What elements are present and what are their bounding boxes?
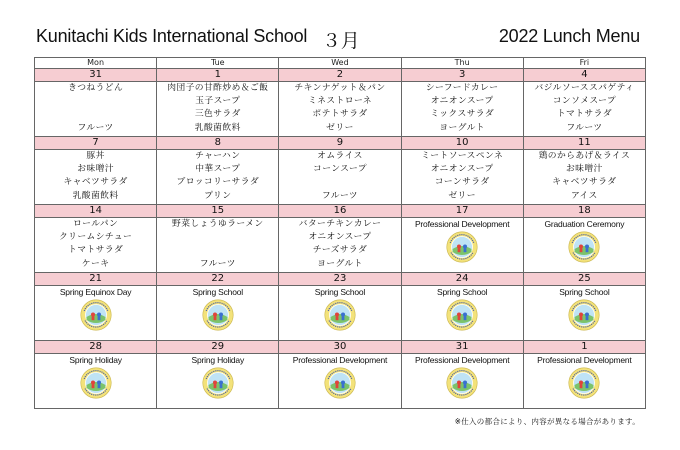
event-cell <box>401 286 523 341</box>
school-logo-icon <box>568 299 600 331</box>
date-cell: 4 <box>523 69 645 82</box>
calendar-body <box>35 69 646 409</box>
menu-cell <box>157 150 279 205</box>
menu-cell <box>523 150 645 205</box>
menu-item: コーンサラダ <box>434 177 490 188</box>
menu-item: お味噌汁 <box>77 164 114 175</box>
menu-item: バジルソーススパゲティ <box>534 83 635 93</box>
school-name: Kunitachi Kids International School <box>36 26 308 46</box>
menu-item: ブロッコリーサラダ <box>176 177 260 188</box>
date-cell: 15 <box>157 205 279 218</box>
event-cell <box>523 354 645 409</box>
date-row <box>35 341 646 354</box>
menu-item: オニオンスープ <box>430 96 494 107</box>
date-cell: 10 <box>401 137 523 150</box>
menu-item: トマトサラダ <box>556 109 612 120</box>
date-cell: 31 <box>35 69 157 82</box>
date-cell: 8 <box>157 137 279 150</box>
date-cell: 17 <box>401 205 523 218</box>
menu-item: ヨーグルト <box>439 122 486 133</box>
event-label: Professional Development <box>414 219 510 229</box>
school-logo-icon <box>202 367 234 399</box>
menu-item: 乳酸菌飲料 <box>194 122 241 133</box>
event-cell <box>35 286 157 341</box>
menu-item: ロールパン <box>72 219 119 229</box>
menu-item: フルーツ <box>199 258 236 269</box>
date-cell: 21 <box>35 273 157 286</box>
menu-item: 玉子スープ <box>195 96 241 107</box>
menu-item: ミートソースペンネ <box>421 151 504 161</box>
content-row <box>35 218 646 273</box>
event-label: Professional Development <box>414 355 510 365</box>
menu-item: シーフードカレー <box>425 83 499 93</box>
menu-item: ゼリー <box>448 190 476 201</box>
menu-item: フルーツ <box>77 122 114 133</box>
menu-item: ポテトサラダ <box>312 109 368 120</box>
weekday-fri: Fri <box>523 58 645 69</box>
school-logo-icon <box>324 299 356 331</box>
event-label: Spring Holiday <box>191 355 245 365</box>
date-cell: 23 <box>279 273 401 286</box>
menu-item <box>279 176 400 189</box>
date-cell: 18 <box>523 205 645 218</box>
date-cell: 3 <box>401 69 523 82</box>
date-cell: 25 <box>523 273 645 286</box>
menu-item <box>157 231 278 244</box>
date-cell: 29 <box>157 341 279 354</box>
weekday-header-row <box>35 58 646 69</box>
date-cell: 30 <box>279 341 401 354</box>
menu-cell <box>35 150 157 205</box>
event-cell <box>279 354 401 409</box>
event-label: Spring School <box>192 287 243 297</box>
weekday-mon: Mon <box>35 58 157 69</box>
menu-item: フルーツ <box>566 122 603 133</box>
menu-item: フルーツ <box>321 190 359 201</box>
content-row <box>35 82 646 137</box>
date-cell: 14 <box>35 205 157 218</box>
school-logo-icon <box>568 367 600 399</box>
menu-cell <box>157 82 279 137</box>
weekday-tue: Tue <box>157 58 279 69</box>
menu-cell <box>401 150 523 205</box>
menu-item: コンソメスープ <box>552 96 617 107</box>
menu-item: アイス <box>571 190 598 201</box>
school-logo-icon <box>446 231 478 263</box>
menu-cell <box>401 82 523 137</box>
menu-item: 豚丼 <box>86 151 105 161</box>
event-cell <box>401 218 523 273</box>
menu-item: コーンスープ <box>313 164 367 175</box>
content-row <box>35 354 646 409</box>
school-logo-icon <box>80 367 112 399</box>
menu-item: 三色サラダ <box>194 109 241 120</box>
menu-item: トマトサラダ <box>68 245 124 256</box>
date-cell: 9 <box>279 137 401 150</box>
menu-cell <box>279 82 401 137</box>
event-label: Graduation Ceremony <box>544 219 625 229</box>
date-cell: 16 <box>279 205 401 218</box>
menu-item: 乳酸菌飲料 <box>72 190 119 201</box>
menu-item: 鶏のからあげ＆ライス <box>538 151 631 161</box>
menu-item <box>35 108 156 121</box>
menu-cell <box>523 82 645 137</box>
menu-item: ミネストローネ <box>307 96 372 107</box>
menu-item <box>35 95 156 108</box>
menu-title: 2022 Lunch Menu <box>498 26 640 46</box>
school-logo-icon <box>80 299 112 331</box>
date-row <box>35 69 646 82</box>
menu-item: 野菜しょうゆラーメン <box>172 219 264 229</box>
menu-item: ケーキ <box>81 258 110 269</box>
menu-item: オムライス <box>317 151 363 161</box>
event-cell <box>157 286 279 341</box>
weekday-wed: Wed <box>279 58 401 69</box>
event-cell <box>279 286 401 341</box>
content-row <box>35 150 646 205</box>
menu-item: ゼリー <box>326 122 354 133</box>
event-label: Professional Development <box>292 355 388 365</box>
weekday-thu: Thu <box>401 58 523 69</box>
event-cell <box>523 218 645 273</box>
event-cell <box>157 354 279 409</box>
month-heading: ３月 <box>322 31 360 52</box>
menu-item: ヨーグルト <box>317 258 363 269</box>
menu-item: きつねうどん <box>68 83 124 93</box>
menu-cell <box>157 218 279 273</box>
school-logo-icon <box>446 299 478 331</box>
date-cell: 31 <box>401 341 523 354</box>
event-label: Spring School <box>314 287 366 297</box>
menu-item: オニオンスープ <box>430 164 494 175</box>
school-logo-icon <box>202 299 234 331</box>
lunch-calendar <box>34 57 646 409</box>
school-logo-icon <box>324 367 356 399</box>
event-label: Spring School <box>436 287 488 297</box>
menu-item: お味噌汁 <box>565 164 603 175</box>
menu-item: バターチキンカレー <box>298 219 382 229</box>
menu-item: クリームシチュー <box>58 232 133 243</box>
date-cell: 28 <box>35 341 157 354</box>
menu-item <box>157 244 278 257</box>
menu-item: チーズサラダ <box>312 245 368 256</box>
school-logo-icon <box>446 367 478 399</box>
date-cell: 11 <box>523 137 645 150</box>
menu-item: 中華スープ <box>195 164 241 175</box>
menu-item: ミックスサラダ <box>430 109 495 120</box>
menu-item: キャベツサラダ <box>63 177 128 188</box>
menu-item: オニオンスープ <box>308 232 372 243</box>
menu-cell <box>279 150 401 205</box>
school-logo-icon <box>568 231 600 263</box>
date-row <box>35 137 646 150</box>
menu-cell <box>35 82 157 137</box>
menu-item: 肉団子の甘酢炒め＆ご飯 <box>167 83 269 93</box>
menu-cell <box>279 218 401 273</box>
date-cell: 7 <box>35 137 157 150</box>
event-label: Spring Equinox Day <box>59 287 132 297</box>
date-cell: 24 <box>401 273 523 286</box>
event-cell <box>523 286 645 341</box>
menu-cell <box>35 218 157 273</box>
event-label: Professional Development <box>537 355 632 365</box>
event-label: Spring School <box>559 287 610 297</box>
menu-item: プリン <box>204 190 232 201</box>
date-cell: 1 <box>157 69 279 82</box>
date-row <box>35 205 646 218</box>
date-cell: 22 <box>157 273 279 286</box>
menu-item: キャベツサラダ <box>552 177 617 188</box>
menu-item: チャーハン <box>195 151 241 161</box>
date-cell: 1 <box>523 341 645 354</box>
event-label: Spring Holiday <box>69 355 122 365</box>
disclaimer-note: ※仕入の都合により、内容が異なる場合があります。 <box>454 417 640 426</box>
date-cell: 2 <box>279 69 401 82</box>
event-cell <box>35 354 157 409</box>
date-row <box>35 273 646 286</box>
content-row <box>35 286 646 341</box>
menu-item: チキンナゲット＆パン <box>294 83 386 93</box>
event-cell <box>401 354 523 409</box>
